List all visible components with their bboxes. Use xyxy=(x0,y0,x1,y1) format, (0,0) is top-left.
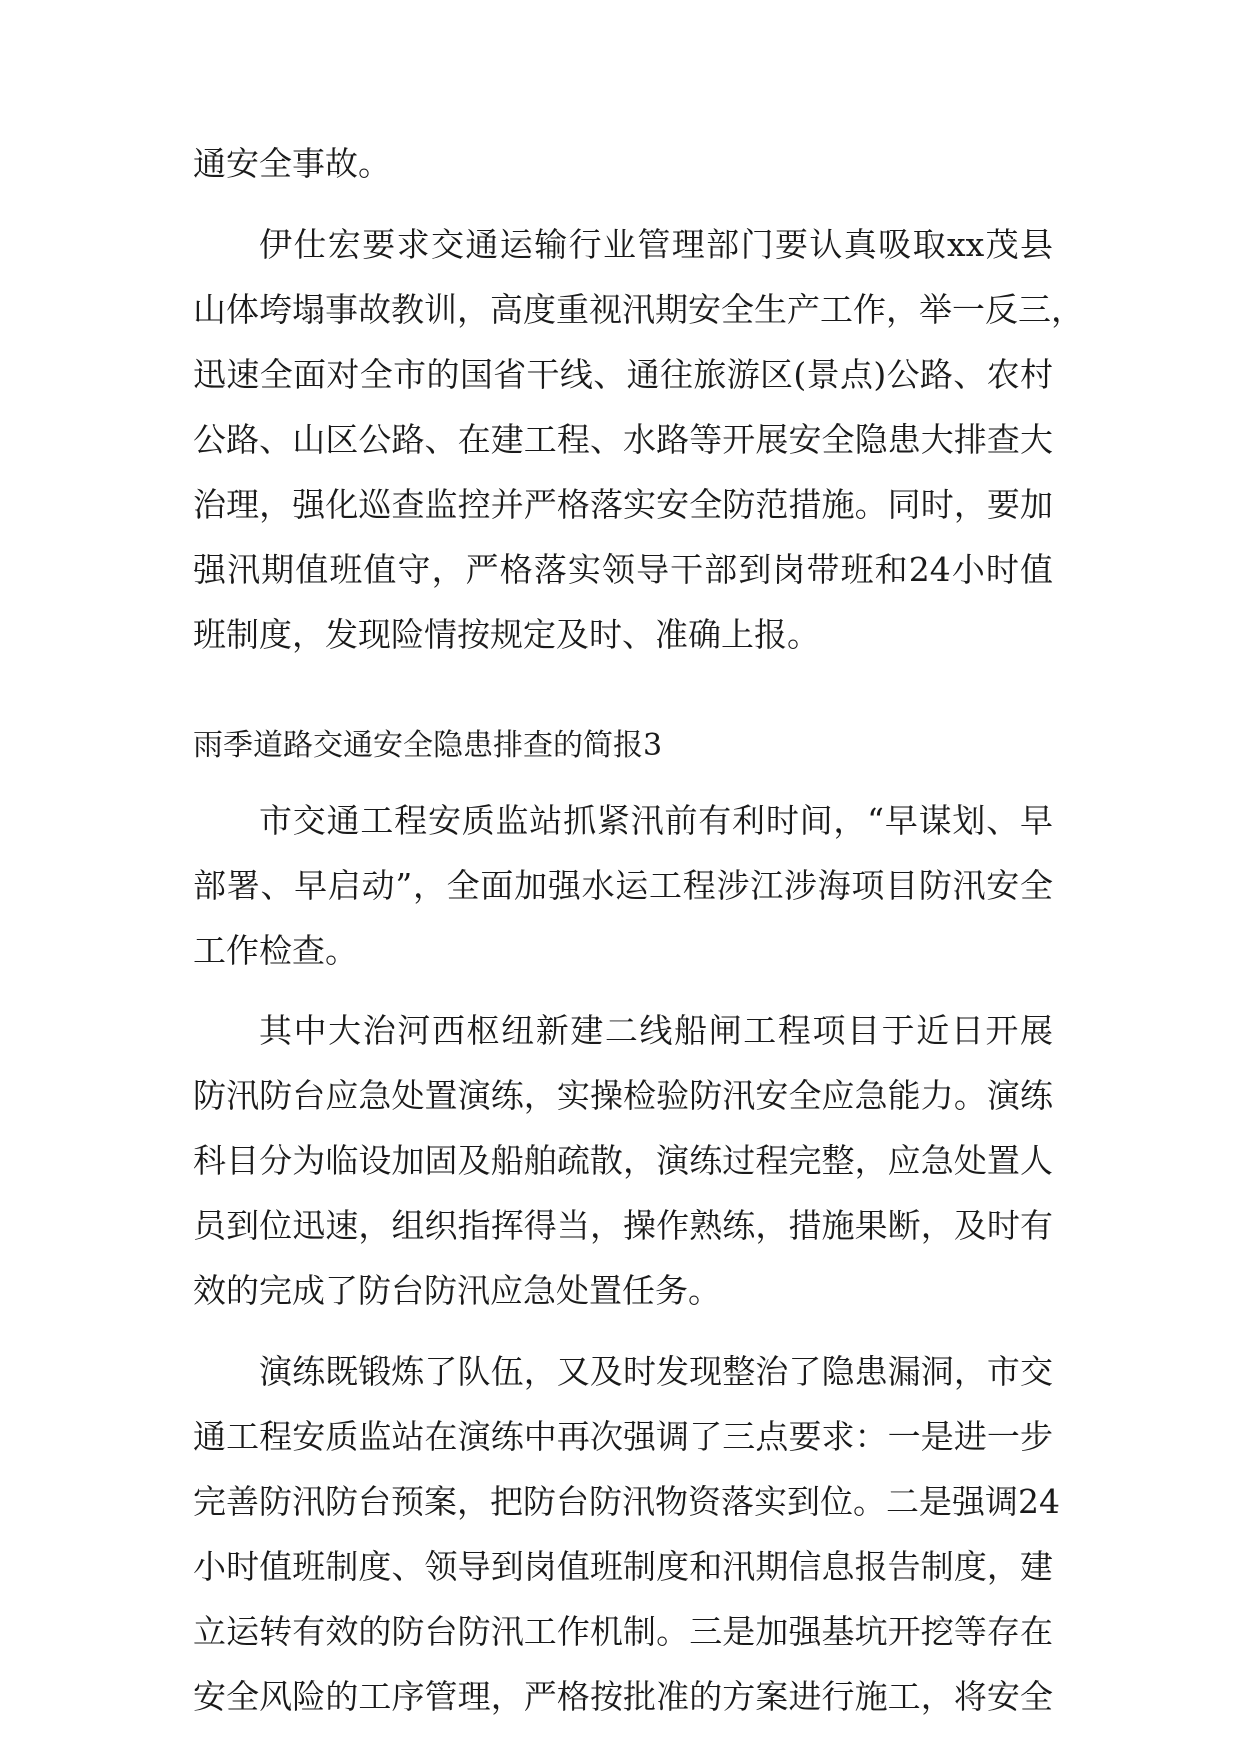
section-heading: 雨季道路交通安全隐患排查的简报3 xyxy=(193,728,663,763)
paragraph-2-line-2: 山体垮塌事故教训，高度重视汛期安全生产工作，举一反三， xyxy=(193,290,1084,329)
paragraph-5-line-5: 立运转有效的防台防汛工作机制。三是加强基坑开挖等存在 xyxy=(193,1612,1053,1651)
paragraph-5-line-4: 小时值班制度、领导到岗值班制度和汛期信息报告制度，建 xyxy=(193,1547,1053,1586)
paragraph-4-line-2: 防汛防台应急处置演练，实操检验防汛安全应急能力。演练 xyxy=(193,1076,1053,1115)
paragraph-4-line-1: 其中大治河西枢纽新建二线船闸工程项目于近日开展 xyxy=(259,1011,1053,1050)
paragraph-2-line-4: 公路、山区公路、在建工程、水路等开展安全隐患大排查大 xyxy=(193,420,1053,459)
paragraph-5-line-6: 安全风险的工序管理，严格按批准的方案进行施工，将安全 xyxy=(193,1677,1053,1716)
paragraph-5-line-1: 演练既锻炼了队伍，又及时发现整治了隐患漏洞，市交 xyxy=(259,1352,1053,1391)
paragraph-3-line-1: 市交通工程安质监站抓紧汛前有利时间，“早谋划、早 xyxy=(259,801,1053,840)
paragraph-3-line-3: 工作检查。 xyxy=(193,931,358,970)
paragraph-2-line-6: 强汛期值班值守，严格落实领导干部到岗带班和24小时值 xyxy=(193,550,1053,589)
paragraph-2-line-1: 伊仕宏要求交通运输行业管理部门要认真吸取xx茂县 xyxy=(259,225,1053,264)
paragraph-4-line-5: 效的完成了防台防汛应急处置任务。 xyxy=(193,1271,721,1310)
paragraph-5-line-3: 完善防汛防台预案，把防台防汛物资落实到位。二是强调24 xyxy=(193,1482,1060,1521)
paragraph-2-line-3: 迅速全面对全市的国省干线、通往旅游区(景点)公路、农村 xyxy=(193,355,1053,394)
paragraph-3-line-2: 部署、早启动”，全面加强水运工程涉江涉海项目防汛安全 xyxy=(193,866,1053,905)
paragraph-4-line-3: 科目分为临设加固及船舶疏散，演练过程完整，应急处置人 xyxy=(193,1141,1053,1180)
paragraph-2-line-5: 治理，强化巡查监控并严格落实安全防范措施。同时，要加 xyxy=(193,485,1053,524)
paragraph-4-line-4: 员到位迅速，组织指挥得当，操作熟练，措施果断，及时有 xyxy=(193,1206,1053,1245)
paragraph-2-line-7: 班制度，发现险情按规定及时、准确上报。 xyxy=(193,615,820,654)
paragraph-5-line-2: 通工程安质监站在演练中再次强调了三点要求：一是进一步 xyxy=(193,1417,1053,1456)
paragraph-1-line-1: 通安全事故。 xyxy=(193,144,391,183)
